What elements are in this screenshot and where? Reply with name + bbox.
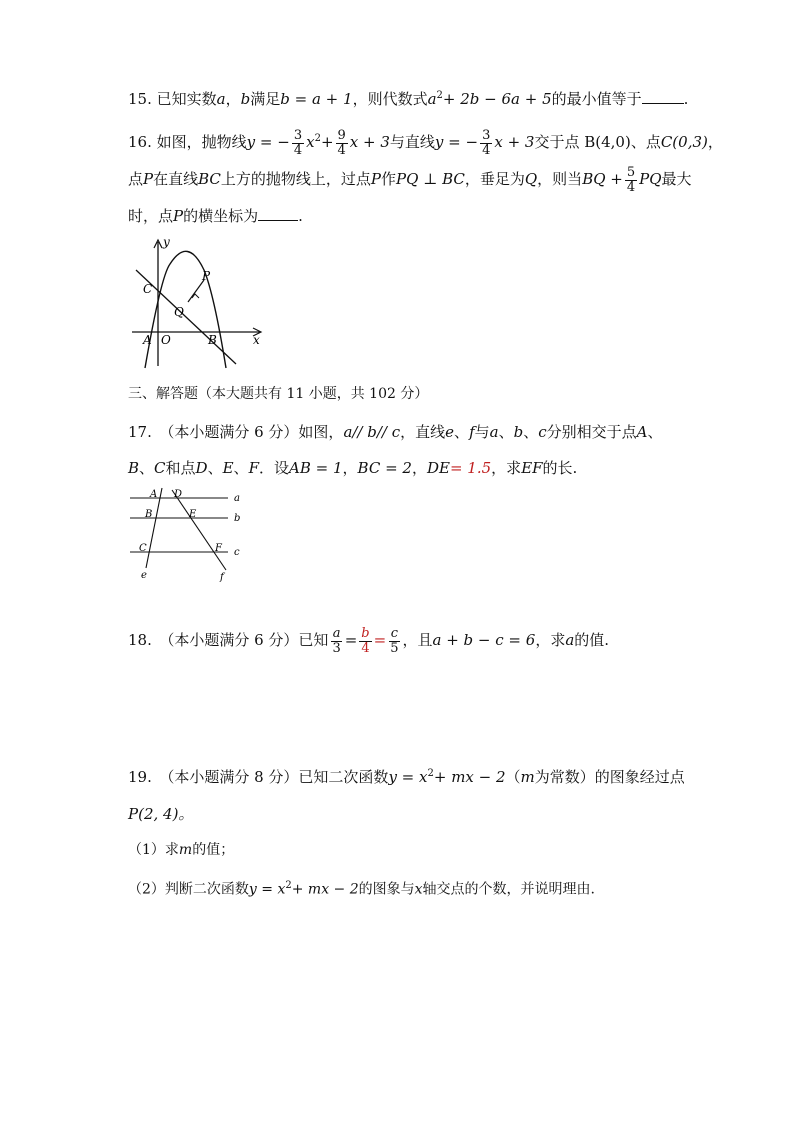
label-d-point: D bbox=[174, 489, 183, 500]
question-17-line-1: 17. （本小题满分 6 分）如图，a// b// c，直线e、f与a、b、c分别相交于点A、 bbox=[128, 423, 663, 441]
question-19-part-2: （2）判断二次函数$y = x^2+$ mx − 2的图象与x轴交点的个数，并说明理由. bbox=[128, 880, 595, 898]
label-q: Q bbox=[174, 305, 184, 319]
label-c: C bbox=[143, 282, 153, 296]
figure-17-parallel-lines-diagram bbox=[128, 486, 258, 582]
label-p: P bbox=[202, 269, 211, 283]
label-a: A bbox=[143, 333, 152, 347]
question-16-line-3: 时，点P的横坐标为 . bbox=[128, 207, 303, 225]
label-a-line: a bbox=[234, 493, 240, 504]
label-e-line: e bbox=[141, 570, 147, 581]
question-16-line-2: 点P在直线BC上方的抛物线上，过点P作PQ ⊥ BC，垂足为Q，则当BQ + $\frac{5}{4}$ PQ最大 bbox=[128, 164, 692, 195]
figure-16-parabola-diagram bbox=[128, 236, 268, 372]
label-e-point: E bbox=[189, 509, 197, 520]
parabola-curve bbox=[145, 251, 226, 368]
label-f-line: f bbox=[220, 572, 224, 582]
label-b-point: B bbox=[145, 509, 153, 520]
line-e bbox=[146, 488, 162, 568]
label-c-point: C bbox=[139, 543, 147, 554]
question-19-part-1: （1）求m的值； bbox=[128, 842, 235, 858]
label-b: B bbox=[208, 333, 217, 347]
question-18: 18. （本小题满分 6 分）已知 $\frac{a}{3}$ = $\frac{b}{4}$ = $\frac{c}{5}$ ，且a + b − c = 6，求a的值. bbox=[128, 625, 610, 656]
line-f bbox=[172, 490, 226, 570]
label-o: O bbox=[161, 333, 171, 347]
segment-pq bbox=[188, 280, 204, 302]
label-b-line: b bbox=[234, 513, 241, 524]
label-y: y bbox=[163, 236, 170, 249]
label-f-point: F bbox=[215, 543, 222, 554]
label-x: x bbox=[253, 333, 260, 347]
question-19-line-1: 19. （本小题满分 8 分）已知二次函数$y = x^2+$ mx − 2（m为常数）的图象经过点 bbox=[128, 768, 685, 786]
section-3-heading: 三、解答题（本大题共有 11 小题，共 102 分） bbox=[128, 386, 429, 402]
question-16-line-1: 16. 如图，抛物线y = − $\frac{3}{4}$ $x^2+$ $\frac{9}{4}$ x + 3与直线y = − $\frac{3}{4}$ x + 3交于点 B(4,0)、点C(0,3)， bbox=[128, 127, 723, 158]
label-c-line: c bbox=[234, 547, 240, 558]
question-17-line-2: B、C和点D、E、F．设AB = 1，BC = 2，DE= 1.5，求EF的长. bbox=[128, 459, 578, 477]
label-a-point: A bbox=[150, 489, 158, 500]
answer-blank bbox=[258, 206, 298, 221]
answer-blank bbox=[642, 89, 684, 104]
question-15: 15. 已知实数a，b满足b = a + 1，则代数式$a^2+ 2b - 6a + 5$的最小值等于 . bbox=[128, 90, 689, 108]
question-19-line-2: P(2, 4)。 bbox=[128, 805, 194, 823]
